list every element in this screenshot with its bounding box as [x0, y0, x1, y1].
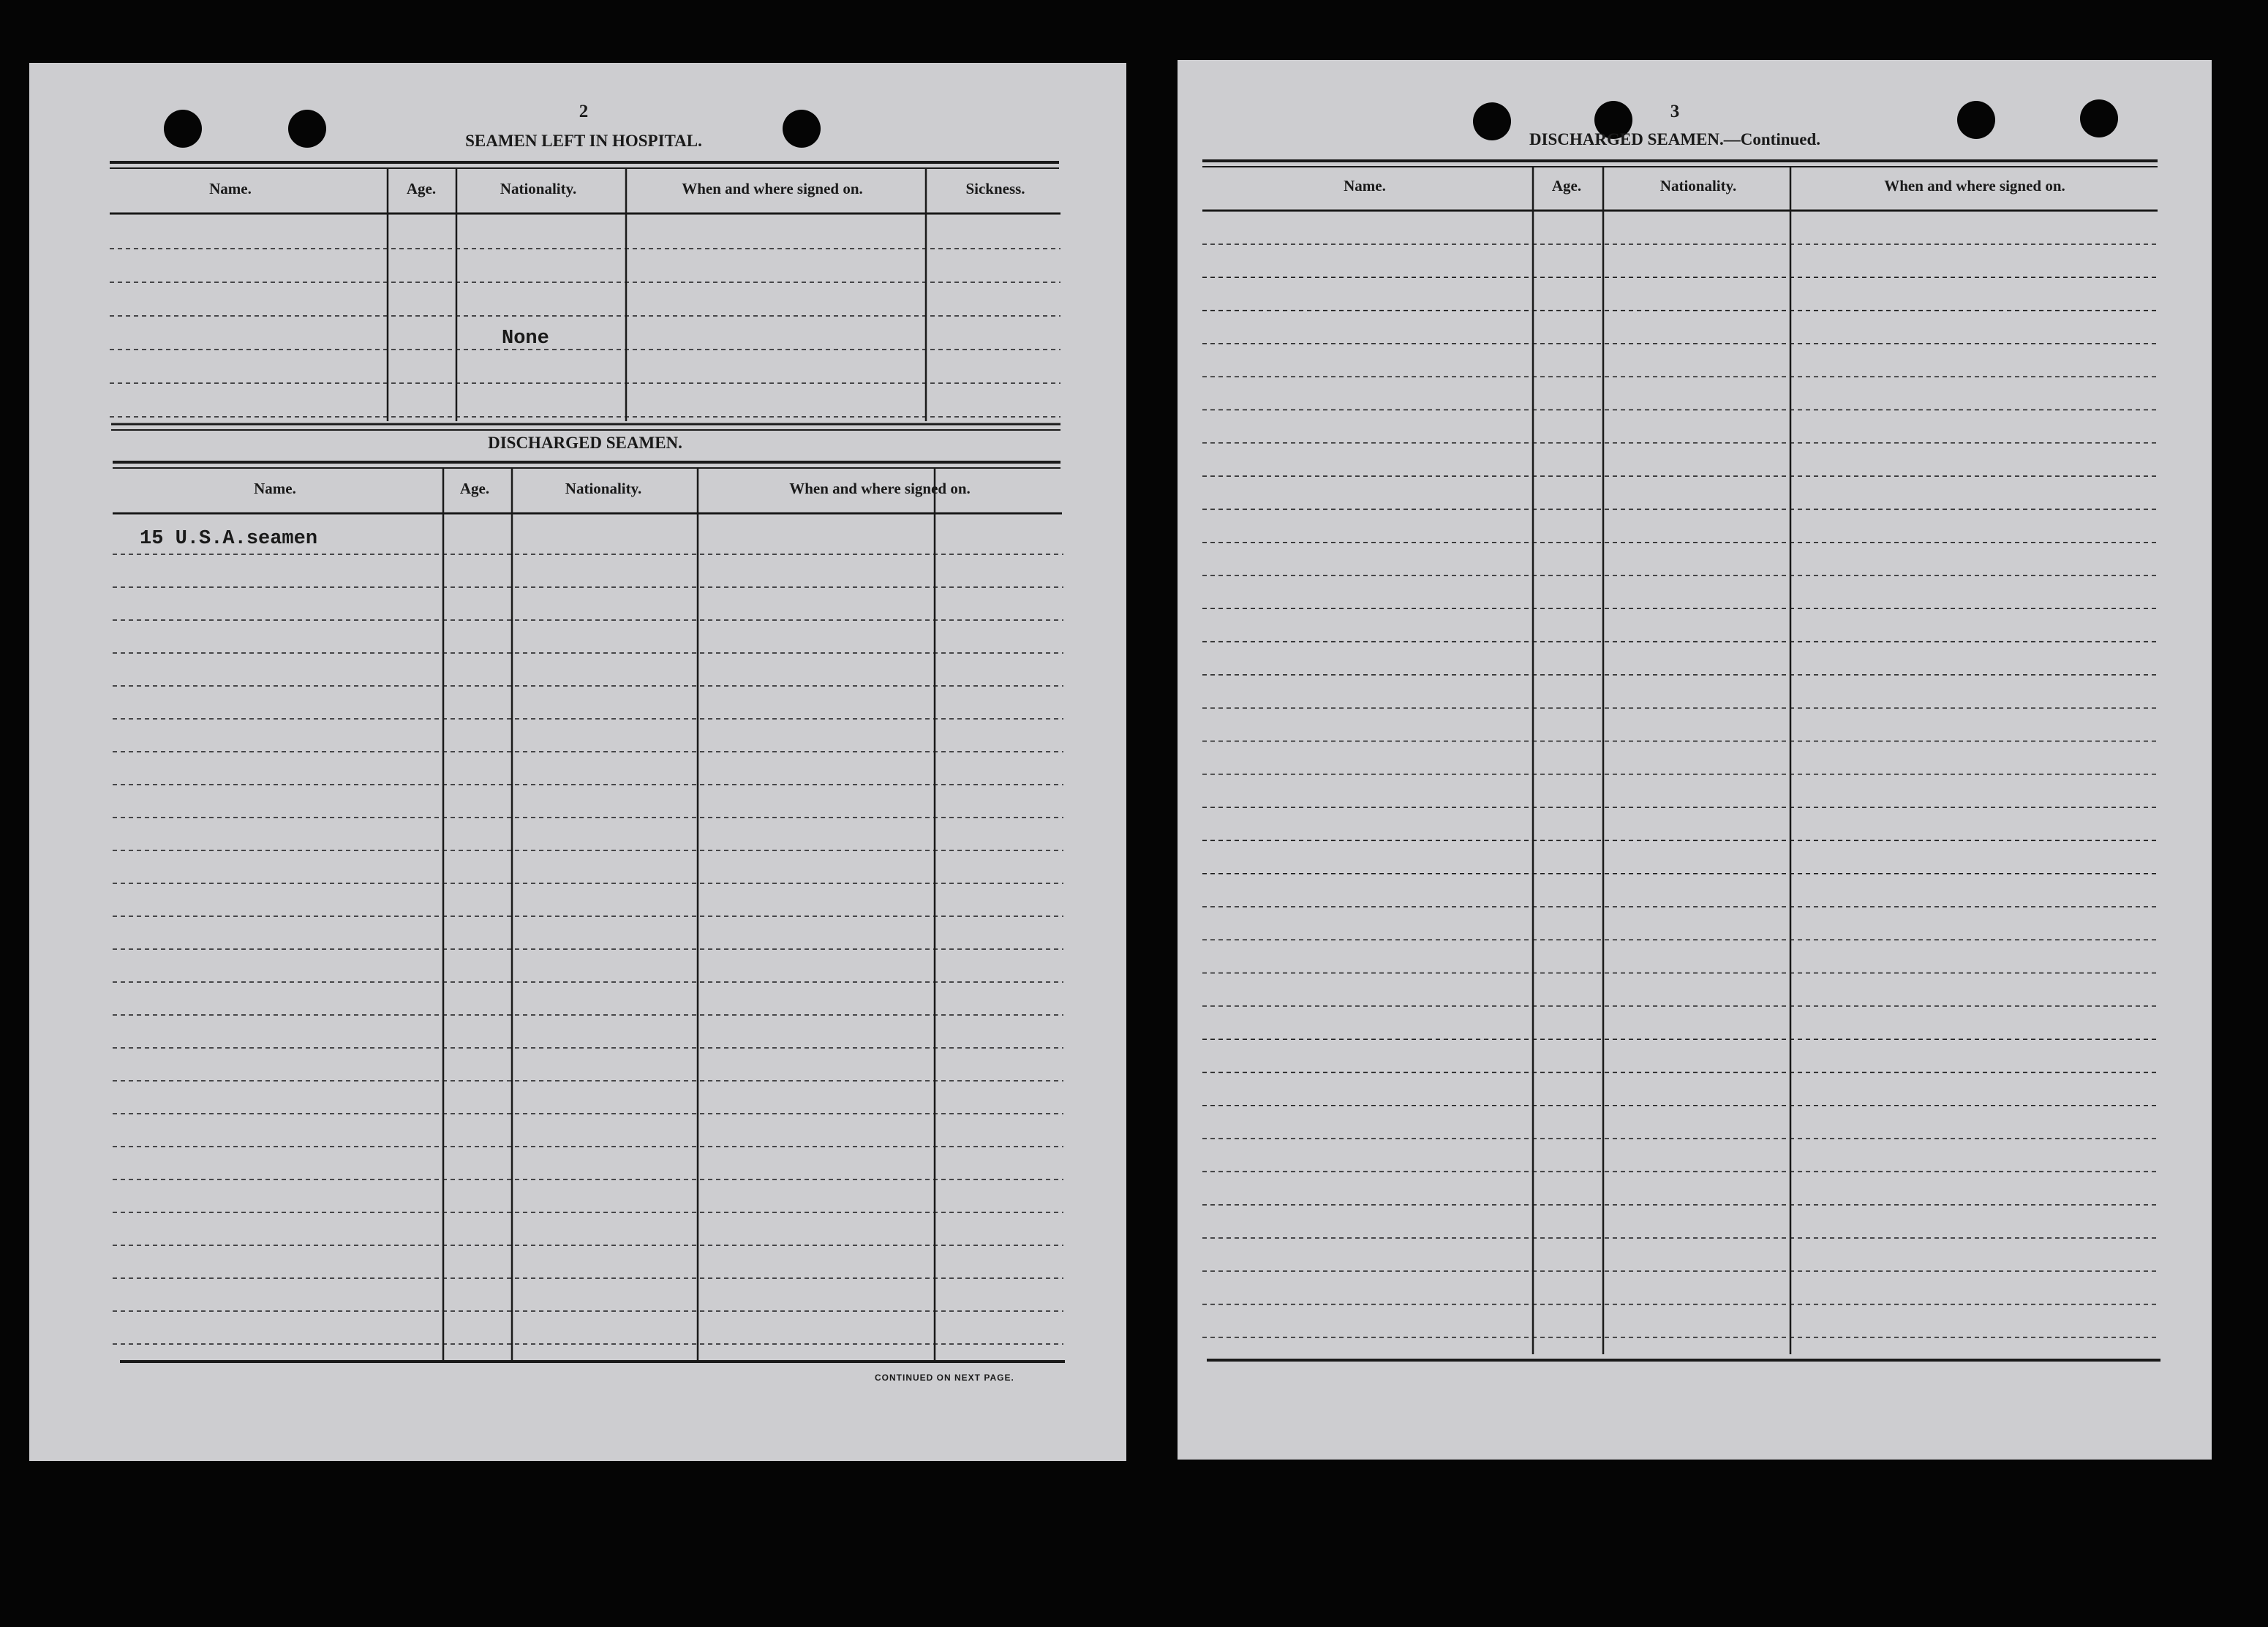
continued-footer: CONTINUED ON NEXT PAGE. — [875, 1373, 1014, 1383]
discharged-col-nationality: Nationality. — [565, 480, 642, 497]
hospital-entry: None — [502, 328, 549, 350]
discharged-col-age: Age. — [459, 480, 490, 497]
hospital-col-signed-on: When and where signed on. — [682, 180, 863, 197]
right-col-signed-on: When and where signed on. — [1884, 177, 2065, 195]
page-number: 2 — [579, 102, 589, 121]
discharged-entry: 15 U.S.A.seamen — [140, 528, 318, 550]
page-number: 3 — [1670, 102, 1680, 121]
hospital-col-sickness: Sickness. — [965, 180, 1025, 197]
discharged-continued-title: DISCHARGED SEAMEN.—Continued. — [1529, 130, 1821, 148]
hospital-col-age: Age. — [406, 180, 437, 197]
right-col-name: Name. — [1344, 177, 1386, 195]
discharged-section-title: DISCHARGED SEAMEN. — [488, 434, 682, 452]
right-col-age: Age. — [1551, 177, 1582, 195]
hospital-section-title: SEAMEN LEFT IN HOSPITAL. — [465, 132, 702, 150]
discharged-col-signed-on: When and where signed on. — [789, 480, 971, 497]
right-col-nationality: Nationality. — [1659, 177, 1737, 195]
hospital-col-name: Name. — [209, 180, 252, 197]
discharged-col-name: Name. — [254, 480, 296, 497]
hospital-col-nationality: Nationality. — [500, 180, 577, 197]
